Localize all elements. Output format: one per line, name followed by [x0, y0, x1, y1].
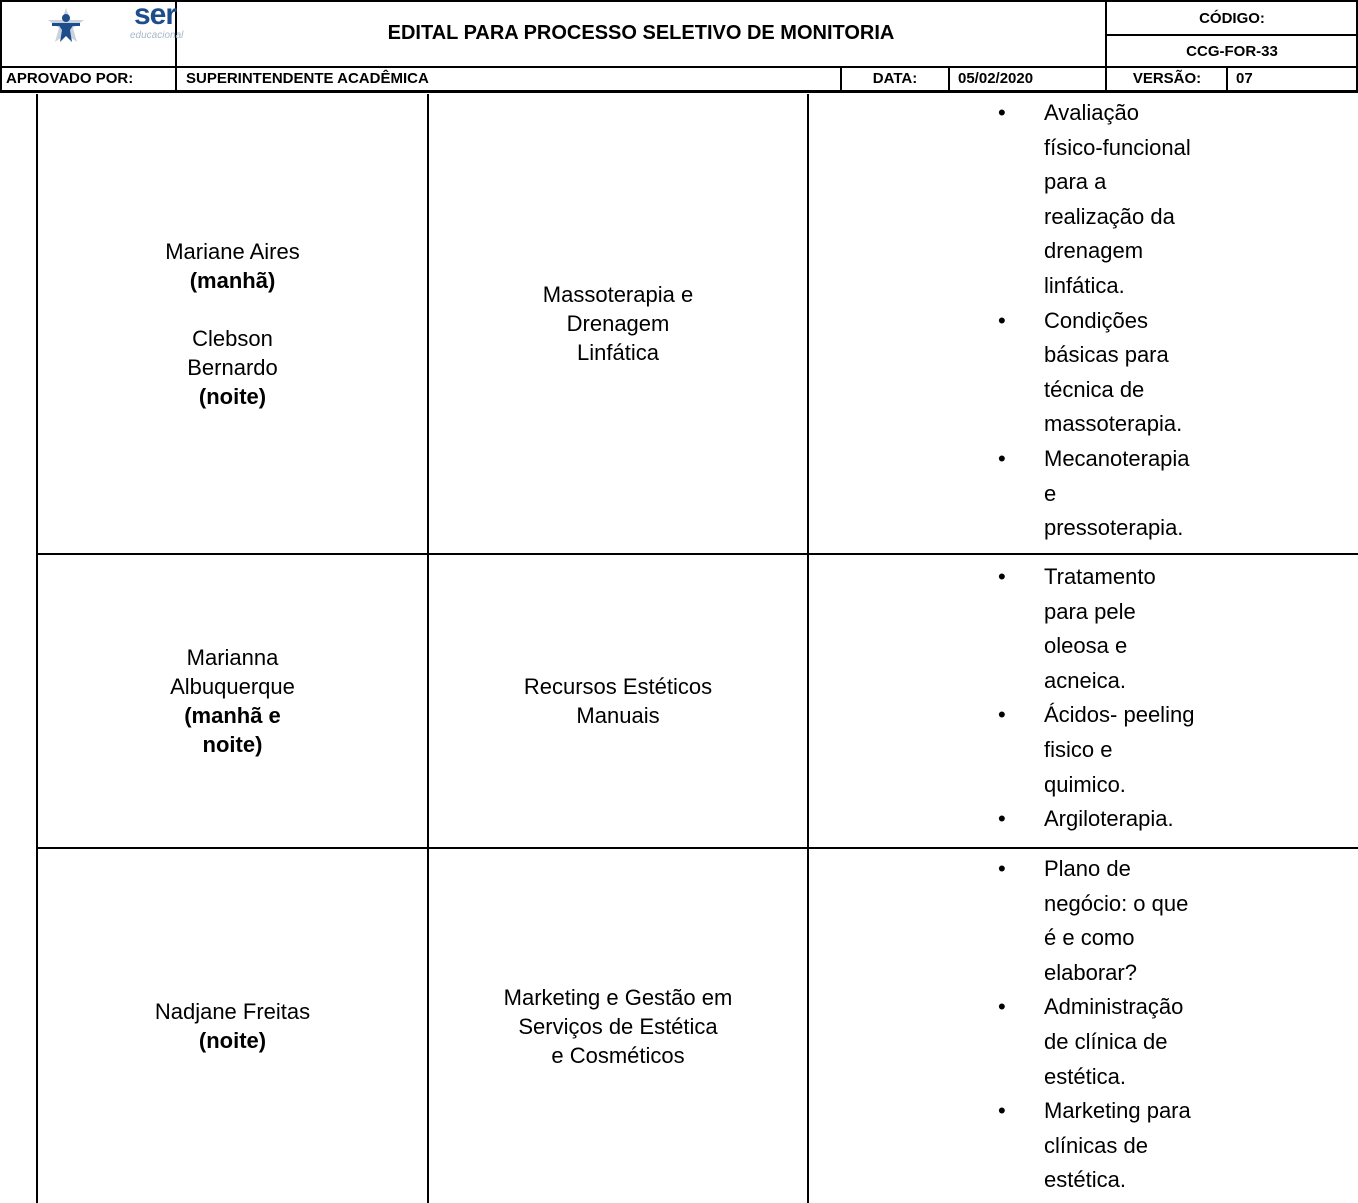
- aprovado-value: SUPERINTENDENTE ACADÊMICA: [186, 70, 429, 87]
- monitor-shift: (manhã): [189, 267, 276, 293]
- list-item-line: clínicas de: [1044, 1132, 1148, 1158]
- list-item-line: pressoterapia.: [1044, 515, 1184, 541]
- list-item-line: Argiloterapia.: [1044, 806, 1174, 832]
- disciplina-line: Marketing e Gestão em: [503, 984, 733, 1010]
- list-item-line: Tratamento: [1044, 564, 1156, 589]
- monitor-shift: noite): [202, 732, 263, 757]
- monitor-name: Nadjane Freitas: [154, 999, 311, 1024]
- bullet-icon: •: [998, 307, 1006, 333]
- list-item-line: estética.: [1044, 1063, 1126, 1089]
- bullet-icon: •: [998, 806, 1006, 832]
- disciplina-line: Linfática: [577, 340, 659, 365]
- monitor-name: Clebson: [192, 325, 273, 351]
- monitor-name: Bernardo: [187, 354, 278, 380]
- list-item-line: drenagem: [1044, 238, 1144, 264]
- table-row-2-monitor: [38, 555, 427, 847]
- codigo-value: CCG-FOR-33: [1186, 42, 1278, 60]
- bullet-icon: •: [998, 564, 1006, 589]
- list-item-line: e: [1044, 480, 1057, 506]
- table-row-3-monitor: [38, 849, 427, 1203]
- monitor-name: Mariane Aires: [165, 238, 300, 264]
- list-item-line: Ácidos- peeling: [1044, 702, 1195, 728]
- list-item: [998, 96, 1191, 304]
- list-item-line: técnica de: [1044, 376, 1145, 402]
- list-item-line: Avaliação: [1044, 100, 1139, 125]
- bullet-icon: •: [998, 1098, 1006, 1124]
- list-item-line: é e como: [1044, 925, 1135, 951]
- versao-value: 07: [1236, 70, 1253, 87]
- monitor-shift: (noite): [198, 383, 267, 409]
- list-item-line: Mecanoterapia: [1044, 445, 1190, 471]
- list-item-line: de clínica de: [1044, 1028, 1168, 1054]
- list-item-line: Administração: [1044, 994, 1184, 1020]
- list-item: [998, 698, 1195, 802]
- list-item-line: para a: [1044, 169, 1107, 195]
- list-item-line: básicas para: [1044, 342, 1169, 368]
- table-row-1-disciplina: [429, 94, 807, 553]
- monitor-name: Marianna: [186, 645, 279, 670]
- list-item-line: realização da: [1044, 203, 1175, 229]
- list-item: [998, 1094, 1191, 1198]
- list-item: [998, 560, 1194, 698]
- versao-label: VERSÃO:: [1132, 70, 1202, 87]
- monitoria-table: [0, 94, 1358, 1203]
- document-header: [0, 0, 1358, 94]
- disciplina-line: Manuais: [576, 703, 660, 728]
- aprovado-label: APROVADO POR:: [6, 70, 134, 87]
- list-item-line: Condições: [1044, 307, 1148, 333]
- logo-text: ser: [134, 0, 177, 31]
- monitor-name: Albuquerque: [170, 674, 295, 699]
- list-item-line: massoterapia.: [1044, 411, 1183, 437]
- list-item-line: Plano de: [1044, 856, 1131, 881]
- list-item-line: para pele: [1044, 598, 1136, 624]
- bullet-icon: •: [998, 100, 1006, 125]
- header-border-left: [0, 0, 2, 92]
- table-row-2-disciplina: [429, 555, 807, 847]
- header-border-bottom: [0, 90, 1358, 93]
- list-item: [998, 990, 1191, 1094]
- list-item-line: fisico e: [1044, 736, 1113, 762]
- list-item-line: negócio: o que: [1044, 890, 1189, 916]
- bullet-icon: •: [998, 856, 1006, 881]
- disciplina-line: Drenagem: [566, 311, 670, 336]
- list-item-line: elaborar?: [1044, 959, 1137, 985]
- bullet-icon: •: [998, 445, 1006, 471]
- codigo-label: CÓDIGO:: [1199, 9, 1265, 27]
- table-col-divider-2: [807, 94, 809, 1203]
- header-divider-5: [1226, 67, 1228, 92]
- table-row-3-disciplina: [429, 849, 807, 1203]
- bullet-icon: •: [998, 702, 1006, 728]
- list-item-line: físico-funcional: [1044, 134, 1191, 160]
- list-item-line: estética.: [1044, 1167, 1126, 1193]
- bullet-icon: •: [998, 994, 1006, 1020]
- monitor-shift: (noite): [198, 1028, 267, 1053]
- list-item: [998, 852, 1191, 990]
- logo-subtext: educacional: [130, 30, 184, 41]
- list-item: [998, 802, 1194, 837]
- list-item-line: linfática.: [1044, 272, 1125, 298]
- data-value: 05/02/2020: [958, 70, 1034, 87]
- monitor-shift: (manhã e: [184, 703, 281, 728]
- table-row-2-conteudos: [998, 560, 1195, 837]
- document-title: EDITAL PARA PROCESSO SELETIVO DE MONITORIA: [387, 22, 895, 44]
- table-row-1-monitor: [38, 94, 427, 553]
- list-item-line: quimico.: [1044, 771, 1126, 797]
- list-item-line: oleosa e: [1044, 633, 1128, 659]
- data-label: DATA:: [872, 70, 918, 87]
- table-row-1-conteudos: [998, 96, 1191, 546]
- header-divider-3: [948, 67, 950, 92]
- list-item: [998, 304, 1191, 442]
- disciplina-line: Recursos Estéticos: [523, 674, 713, 699]
- list-item-line: acneica.: [1044, 667, 1126, 693]
- disciplina-line: Serviços de Estética: [518, 1013, 718, 1039]
- star-person-icon: [44, 6, 88, 46]
- list-item: [998, 442, 1191, 546]
- ser-educacional-logo: [44, 0, 184, 48]
- table-row-3-conteudos: [998, 852, 1191, 1198]
- disciplina-line: Massoterapia e: [542, 282, 694, 307]
- list-item-line: Marketing para: [1044, 1098, 1191, 1124]
- disciplina-line: e Cosméticos: [551, 1042, 685, 1068]
